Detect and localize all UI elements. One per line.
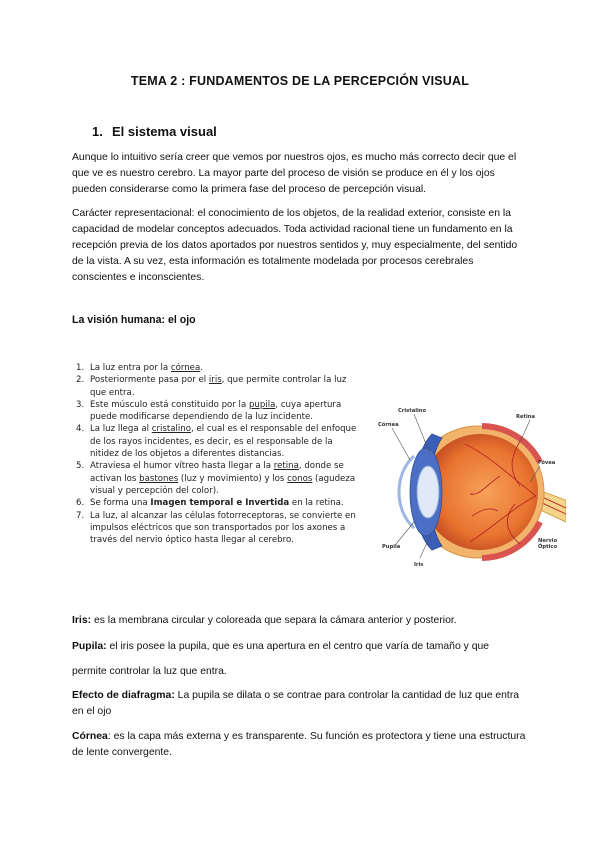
page-title: TEMA 2 : FUNDAMENTOS DE LA PERCEPCIÓN VISUAL xyxy=(130,74,470,88)
lens xyxy=(417,466,439,518)
list-item: 7. La luz, al alcanzar las células fotorreceptoras, se convierte en impulsos eléctricos que son transportados por los axones a través del nervio óptico hasta llegar al cerebro. xyxy=(76,510,356,546)
definition-iris: Iris: es la membrana circular y coloreada que separa la cámara anterior y posterior. xyxy=(72,615,457,626)
list-item: 5. Atraviesa el humor vítreo hasta llegar a la retina, donde se activan los bastones (luz y movimiento) y los conos (agudeza visual y percepción del color). xyxy=(76,461,356,496)
label-nervio: Nervio xyxy=(538,538,558,544)
label-optico: Óptico xyxy=(538,544,558,550)
label-cornea: Córnea xyxy=(378,422,399,428)
section-heading xyxy=(92,124,217,139)
list-item: 3. Este músculo está constituido por la pupila, cuya apertura puede modificarse dependiendo de la luz incidente. xyxy=(76,399,342,423)
vision-steps-list xyxy=(72,362,364,546)
definition-diafragma: Efecto de diafragma: La pupila se dilata o se contrae para controlar la cantidad de luz que entra en el ojo xyxy=(72,690,520,717)
definition-pupila: Pupila: el iris posee la pupila, que es una apertura en el centro que varía de tamaño y que xyxy=(72,641,490,652)
list-item: 2. Posteriormente pasa por el iris, que permite controlar la luz que entra. xyxy=(76,375,347,398)
list-item: 4. La luz llega al cristalino, el cual es el responsable del enfoque de los rayos incidentes, es decir, es el responsable de la nitidez de los objetos a diferentes distancias. xyxy=(76,424,357,460)
intro-paragraph-1: Aunque lo intuitivo sería creer que vemos por nuestros ojos, es mucho más correcto decir que el que ve es nuestro cerebro. La mayor parte del proceso de visión se produce en él y los ojos pueden considerarse como la primera fase del proceso de percepción visual. xyxy=(72,152,517,195)
list-item: 6. Se forma una Imagen temporal e Invertida en la retina. xyxy=(76,498,344,509)
label-retina: Retina xyxy=(516,414,535,420)
eye-subheading: La visión humana: el ojo xyxy=(72,314,196,326)
intro-paragraph-2: Carácter representacional: el conocimiento de los objetos, de la realidad exterior, consiste en la capacidad de modelar conceptos adecuados. Toda actividad racional tiene un fundamento en la recepción previa de los datos aportados por nuestros sentidos y, muy especialmente, del sentido de la vista. A su vez, esta información es totalmente modelada por procesos cerebrales conscientes e inconscientes. xyxy=(72,208,518,283)
label-fovea: Fóvea xyxy=(538,460,556,466)
section-title: El sistema visual xyxy=(112,124,217,139)
definition-pupila-cont: permite controlar la luz que entra. xyxy=(72,666,227,677)
section-number: 1. xyxy=(92,124,103,139)
label-iris: Iris xyxy=(414,562,424,568)
eye-diagram xyxy=(370,396,566,576)
list-item: 1. La luz entra por la córnea. xyxy=(76,363,203,373)
label-cristalino: Cristalino xyxy=(398,408,427,414)
label-pupila: Pupila xyxy=(382,544,401,550)
definition-cornea: Córnea: es la capa más externa y es transparente. Su función es protectora y tiene una estructura de lente convergente. xyxy=(72,731,526,758)
